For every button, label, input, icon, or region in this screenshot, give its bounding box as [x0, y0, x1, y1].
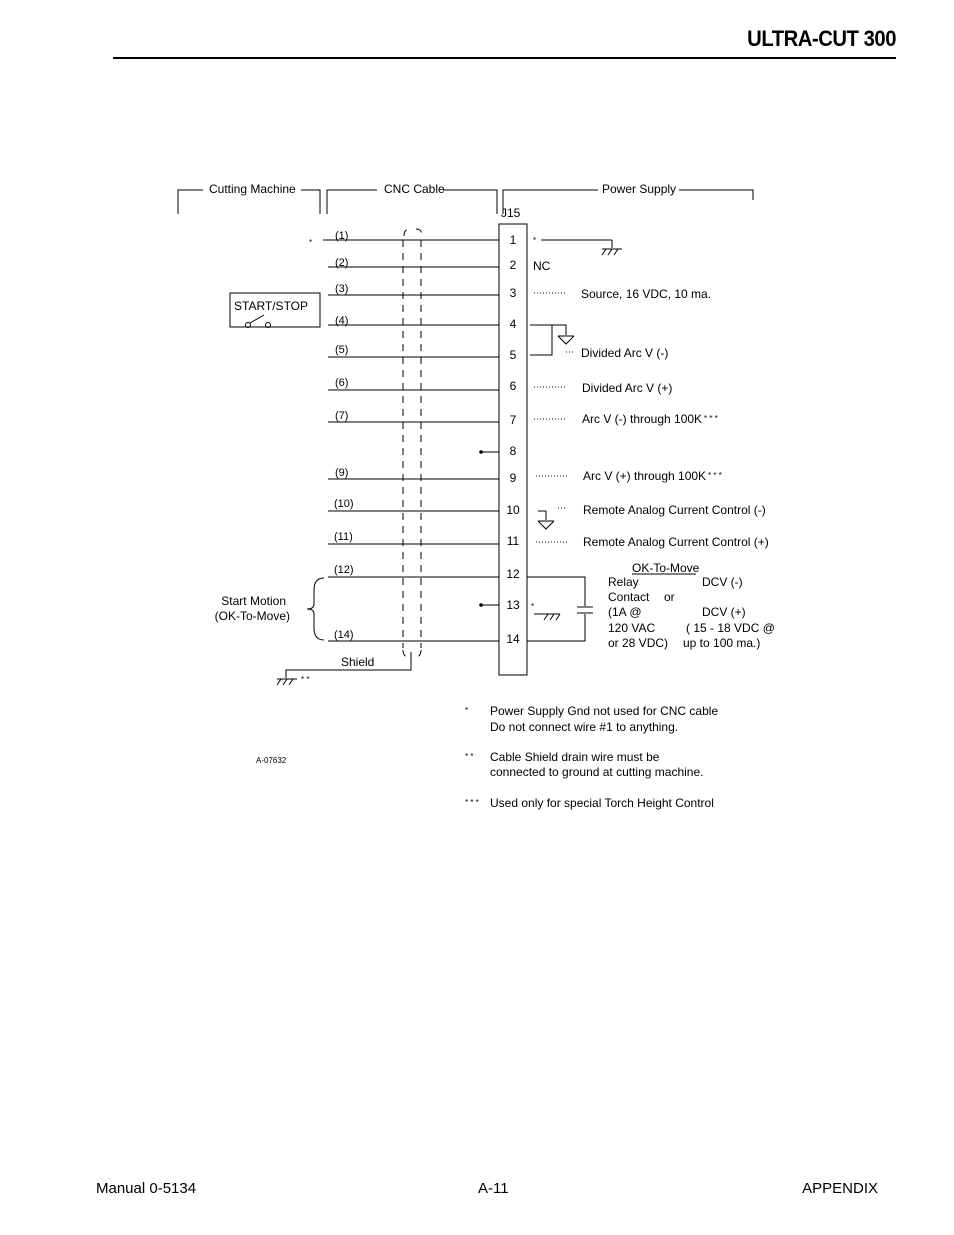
ground-icon: [277, 679, 297, 685]
wire-label: (1): [335, 230, 349, 242]
wire-label: (5): [335, 344, 349, 356]
cable-shield: [403, 229, 422, 657]
pin2-nc-label: NC: [533, 259, 551, 273]
ground-icon: [544, 614, 560, 620]
start-motion-brace: [307, 578, 324, 640]
ok-to-move-or: or: [664, 590, 675, 604]
ok-to-move-right-line: DCV (-): [702, 575, 743, 589]
note-line: Power Supply Gnd not used for CNC cable: [490, 704, 719, 718]
cnc-cable-label: CNC Cable: [384, 182, 445, 196]
start-stop-label: START/STOP: [234, 299, 309, 313]
pin-number: 4: [509, 317, 517, 331]
relay-wire-bottom: [527, 614, 585, 641]
pin6-description: Divided Arc V (+): [582, 381, 673, 395]
note-mark: *: [465, 706, 469, 715]
pin3-description: Source, 16 VDC, 10 ma.: [581, 287, 712, 301]
star-mark: *: [533, 236, 537, 245]
triple-star-mark: * * *: [708, 471, 722, 480]
note-mark: * * *: [465, 798, 479, 807]
start-motion-label: Start Motion: [221, 594, 286, 608]
pin10-ground-wire: [538, 511, 546, 520]
pin-number: 8: [509, 444, 517, 458]
footer-page-number: A-11: [478, 1180, 509, 1197]
pin-number: 1: [509, 233, 517, 247]
wire-label: (10): [334, 498, 354, 510]
power-supply-label: Power Supply: [602, 182, 677, 196]
dotted-leaders: [534, 293, 574, 542]
wire-label: (2): [335, 257, 349, 269]
pin-number: 6: [509, 379, 517, 393]
document-title: ULTRA-CUT 300: [747, 26, 896, 51]
star-mark: *: [531, 602, 535, 611]
note-line: Used only for special Torch Height Control: [490, 796, 714, 810]
ok-to-move-right-line: DCV (+): [702, 605, 746, 619]
wire-label: (6): [335, 377, 349, 389]
notes: [465, 704, 718, 810]
note-line: connected to ground at cutting machine.: [490, 765, 704, 779]
connector-label: J15: [501, 206, 521, 220]
pin-number: 9: [509, 471, 517, 485]
pin-number: 14: [506, 632, 520, 646]
wire-label: (11): [334, 531, 353, 543]
wire-labels: [334, 230, 354, 641]
wire-label: (14): [334, 629, 354, 641]
wire-label: (7): [335, 410, 349, 422]
ok-to-move-left-line: Contact: [608, 590, 650, 604]
ok-to-move-left-line: or 28 VDC): [608, 636, 669, 650]
switch-icon: [246, 315, 271, 328]
ground-triangle-icon: [558, 336, 574, 344]
wire-label: (9): [335, 467, 349, 479]
pin-number: 5: [509, 348, 517, 362]
note-line: Do not connect wire #1 to anything.: [490, 720, 679, 734]
pin-number: 11: [506, 534, 520, 548]
pin-number: 7: [509, 413, 517, 427]
pin5-description: Divided Arc V (-): [581, 346, 669, 360]
star-mark: *: [309, 238, 313, 247]
pin-number: 12: [506, 567, 520, 581]
wire-label: (12): [334, 564, 354, 576]
pin-number: 13: [506, 598, 520, 612]
pin-number: 2: [509, 258, 517, 272]
pin11-description: Remote Analog Current Control (+): [583, 535, 769, 549]
wires: [323, 240, 499, 641]
ground-icon: [602, 249, 622, 255]
footer-section: APPENDIX: [802, 1180, 878, 1197]
ground-triangle-icon: [538, 521, 554, 529]
wire-label: (3): [335, 283, 349, 295]
ok-to-move-sublabel: (OK-To-Move): [214, 609, 290, 623]
ok-to-move-title: OK-To-Move: [632, 561, 700, 575]
note-mark: * *: [465, 752, 474, 761]
relay-wire-top: [527, 577, 585, 606]
pin4-ground-wire: [530, 325, 566, 335]
triple-star-mark: * * *: [704, 414, 718, 423]
pin7-description: Arc V (-) through 100K: [582, 412, 703, 426]
wire-label: (4): [335, 315, 349, 327]
pin13-terminal-dot: [479, 603, 483, 607]
pin-number: 3: [509, 286, 517, 300]
ok-to-move-right-line: ( 15 - 18 VDC @: [686, 621, 775, 635]
shield-label: Shield: [341, 655, 375, 669]
pin9-description: Arc V (+) through 100K: [583, 469, 707, 483]
cutting-machine-label: Cutting Machine: [209, 182, 296, 196]
figure-id: A-07632: [256, 756, 287, 765]
pin-number: 10: [506, 503, 520, 517]
ok-to-move-left-line: 120 VAC: [608, 621, 656, 635]
note-line: Cable Shield drain wire must be: [490, 750, 660, 764]
ok-to-move-left-line: Relay: [608, 575, 639, 589]
footer-manual-number: Manual 0-5134: [96, 1180, 197, 1197]
pin-numbers: [506, 233, 520, 646]
double-star-mark: * *: [301, 675, 310, 684]
pin10-description: Remote Analog Current Control (-): [583, 503, 766, 517]
ok-to-move-left-line: (1A @: [608, 605, 642, 619]
ok-to-move-right-line: up to 100 ma.): [683, 636, 761, 650]
pin8-terminal-dot: [479, 450, 483, 454]
